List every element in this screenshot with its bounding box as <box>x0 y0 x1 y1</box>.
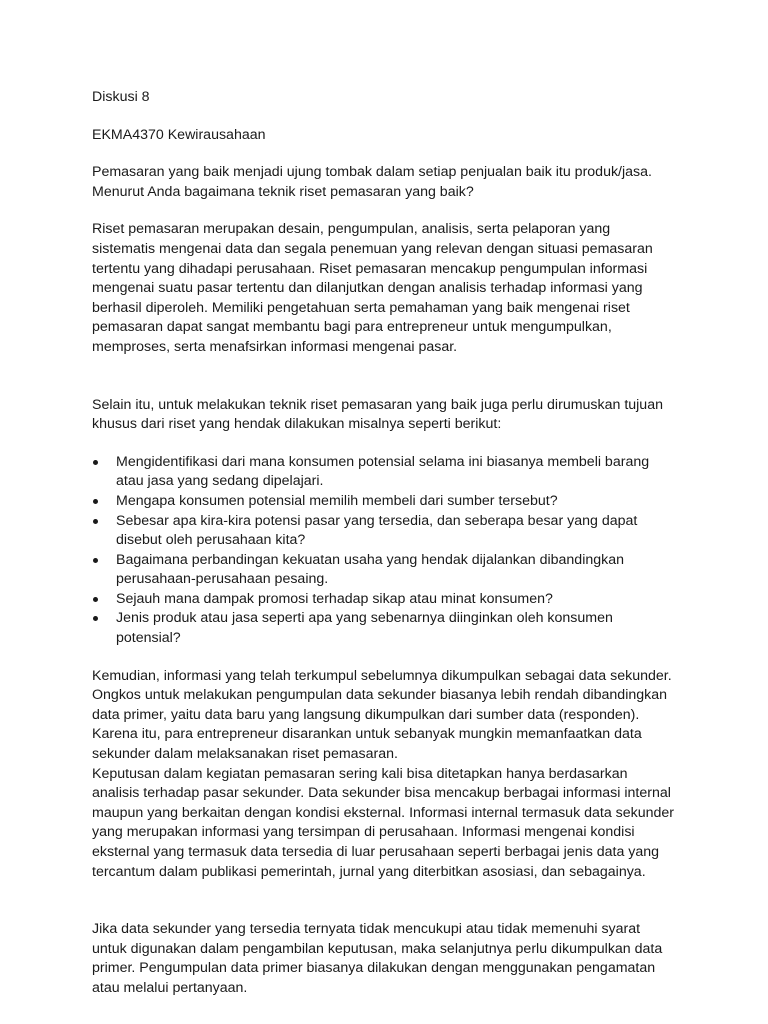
course-name: EKMA4370 Kewirausahaan <box>92 126 266 143</box>
bullet-icon <box>93 499 98 504</box>
list-item: Mengidentifikasi dari mana konsumen potensial selama ini biasanya membeli barang atau jasa yang sedang dipelajari. <box>92 453 676 492</box>
paragraph-5: Jika data sekunder yang tersedia ternyata tidak mencukupi atau tidak memenuhi syarat untuk digunakan dalam pengambilan keputusan, maka selanjutnya perlu dikumpulkan data primer. Pengumpulan data primer biasanya dilakukan dengan menggunakan pengamatan atau melalui pertanyaan. <box>92 921 663 996</box>
list-item: Jenis produk atau jasa seperti apa yang sebenarnya diinginkan oleh konsumen potensial? <box>92 609 676 648</box>
list-item: Mengapa konsumen potensial memilih membeli dari sumber tersebut? <box>92 492 676 512</box>
list-item: Sejauh mana dampak promosi terhadap sikap atau minat konsumen? <box>92 590 676 610</box>
bullet-icon <box>93 558 98 563</box>
paragraph-3: Kemudian, informasi yang telah terkumpul sebelumnya dikumpulkan sebagai data sekunder. Ongkos untuk melakukan pengumpulan data sekunder biasanya lebih rendah dibandingkan data primer, yaitu data baru yang langsung dikumpulkan dari sumber data (responden). Karena itu, para entrepreneur disarankan untuk sebanyak mungkin memanfaatkan data sekunder dalam melaksanakan riset pemasaran. <box>92 667 672 763</box>
discussion-question: Pemasaran yang baik menjadi ujung tombak dalam setiap penjualan baik itu produk/jasa. Menurut Anda bagaimana teknik riset pemasaran yang baik? <box>92 164 652 200</box>
bullet-icon <box>93 460 98 465</box>
document-title: Diskusi 8 <box>92 89 150 105</box>
list-item: Sebesar apa kira-kira potensi pasar yang tersedia, dan seberapa besar yang dapat disebut oleh perusahaan kita? <box>92 512 676 551</box>
bullet-icon <box>93 519 98 524</box>
paragraph-1: Riset pemasaran merupakan desain, pengumpulan, analisis, serta pelaporan yang sistematis mengenai data dan segala penemuan yang relevan dengan situasi pemasaran tertentu yang dihadapi perusahaan. Riset pemasaran mencakup pengumpulan informasi mengenai suatu pasar tertentu dan dilanjutkan dengan analisis terhadap informasi yang berhasil diperoleh. Memiliki pengetahuan serta pemahaman yang baik mengenai riset pemasaran dapat sangat membantu bagi para entrepreneur untuk mengumpulkan, memproses, serta menafsirkan informasi mengenai pasar. <box>92 221 653 355</box>
research-objectives-list <box>92 453 676 649</box>
paragraph-4: Keputusan dalam kegiatan pemasaran sering kali bisa ditetapkan hanya berdasarkan analisis terhadap pasar sekunder. Data sekunder bisa mencakup berbagai informasi internal maupun yang berkaitan dengan kondisi eksternal. Informasi internal termasuk data sekunder yang merupakan informasi yang tersimpan di perusahaan. Informasi mengenai kondisi eksternal yang termasuk data tersedia di luar perusahaan seperti berbagai jenis data yang tercantum dalam publikasi pemerintah, jurnal yang diterbitkan asosiasi, dan sebagainya. <box>92 765 675 880</box>
bullet-icon <box>93 616 98 621</box>
paragraph-2: Selain itu, untuk melakukan teknik riset pemasaran yang baik juga perlu dirumuskan tujuan khusus dari riset yang hendak dilakukan misalnya seperti berikut: <box>92 396 663 433</box>
list-item: Bagaimana perbandingan kekuatan usaha yang hendak dijalankan dibandingkan perusahaan-perusahaan pesaing. <box>92 551 676 590</box>
bullet-icon <box>93 597 98 602</box>
